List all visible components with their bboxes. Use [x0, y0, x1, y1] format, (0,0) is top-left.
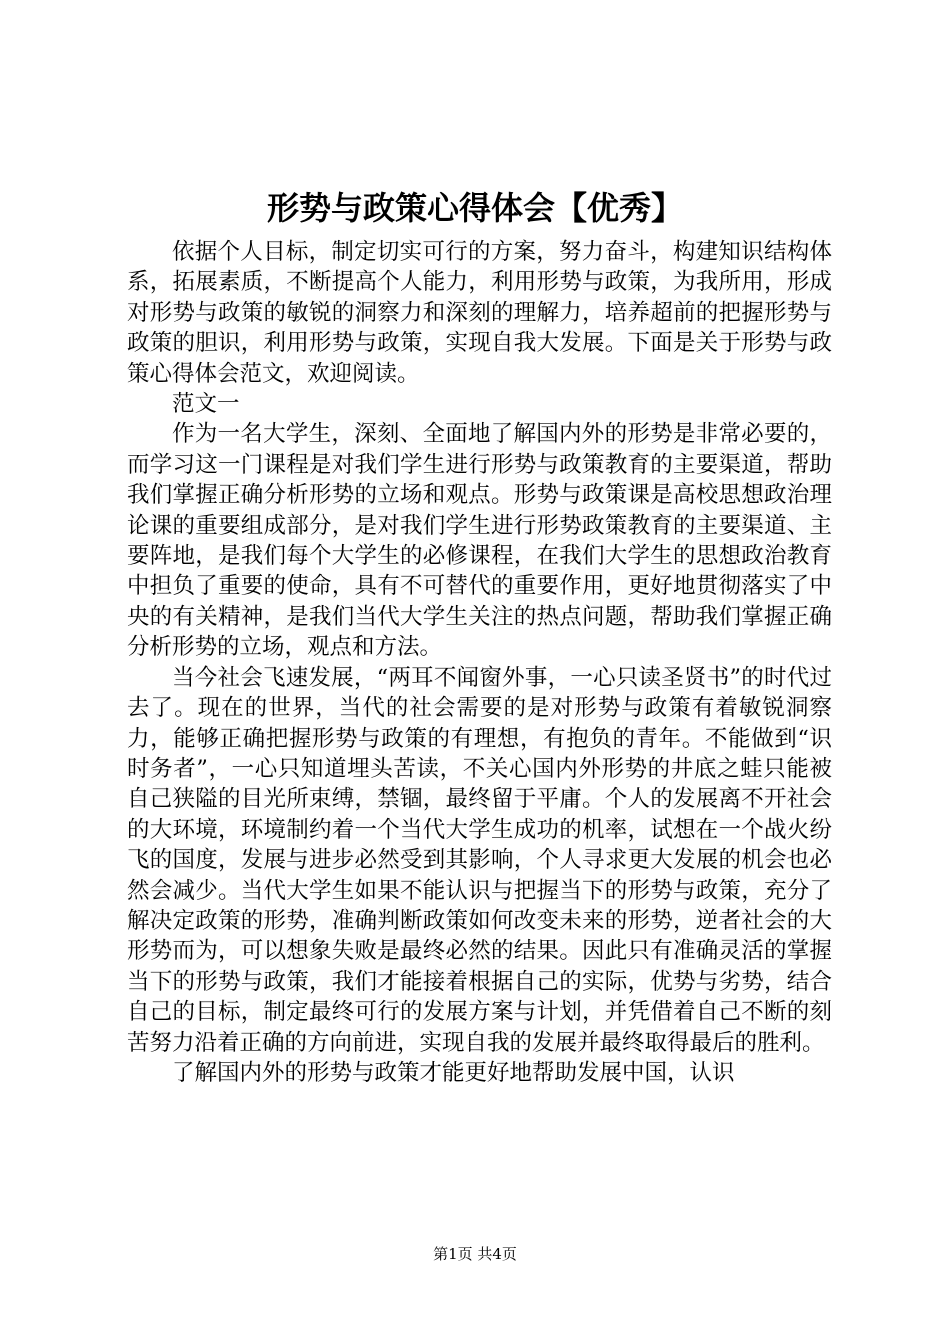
body-paragraph: 作为一名大学生，深刻、全面地了解国内外的形势是非常必要的，而学习这一门课程是对我们学生进行形势与政策教育的主要渠道，帮助我们掌握正确分析形势的立场和观点。形势与政策课是高校思想政治理论课的重要组成部分，是对我们学生进行形势政策教育的主要渠道、主要阵地，是我们每个大学生的必修课程，在我们大学生的思想政治教育中担负了重要的使命，具有不可替代的重要作用，更好地贯彻落实了中央的有关精神，是我们当代大学生关注的热点问题，帮助我们掌握正确分析形势的立场，观点和方法。: [127, 421, 832, 661]
document-body: [127, 237, 832, 1088]
page-footer: 第1页 共4页: [433, 1245, 517, 1263]
body-paragraph: 了解国内外的形势与政策才能更好地帮助发展中国，认识: [172, 1059, 735, 1086]
section-heading: 范文一: [172, 391, 240, 418]
document-title: 形势与政策心得体会【优秀】: [266, 189, 683, 227]
intro-paragraph: 依据个人目标，制定切实可行的方案，努力奋斗，构建知识结构体系，拓展素质，不断提高个人能力，利用形势与政策，为我所用，形成对形势与政策的敏锐的洞察力和深刻的理解力，培养超前的把握形势与政策的胆识，利用形势与政策，实现自我大发展。下面是关于形势与政策心得体会范文，欢迎阅读。: [127, 239, 832, 387]
body-paragraph: 当今社会飞速发展，“两耳不闻窗外事，一心只读圣贤书”的时代过去了。现在的世界，当代的社会需要的是对形势与政策有着敏锐洞察力，能够正确把握形势与政策的有理想，有抱负的青年。不能做到“识时务者”，一心只知道埋头苦读，不关心国内外形势的井底之蛙只能被自己狭隘的目光所束缚，禁锢，最终留于平庸。个人的发展离不开社会的大环境，环境制约着一个当代大学生成功的机率，试想在一个战火纷飞的国度，发展与进步必然受到其影响，个人寻求更大发展的机会也必然会减少。当代大学生如果不能认识与把握当下的形势与政策，充分了解决定政策的形势，准确判断政策如何改变未来的形势，逆者社会的大形势而为，可以想象失败是最终必然的结果。因此只有准确灵活的掌握当下的形势与政策，我们才能接着根据自己的实际，优势与劣势，结合自己的目标，制定最终可行的发展方案与计划，并凭借着自己不断的刻苦努力沿着正确的方向前进，实现自我的发展并最终取得最后的胜利。: [127, 664, 832, 1056]
